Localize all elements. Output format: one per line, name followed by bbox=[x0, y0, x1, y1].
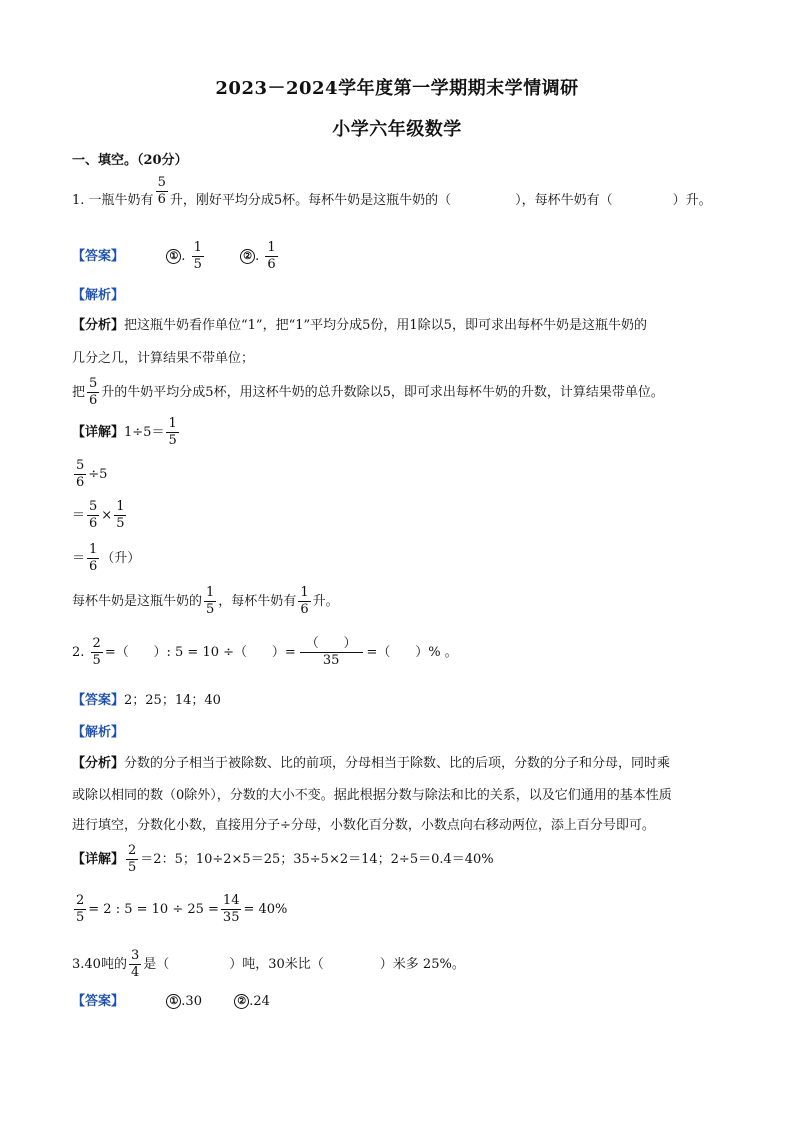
question-text: 是（ bbox=[143, 957, 170, 972]
fraction: $\frac{3}{4}$ bbox=[130, 948, 140, 980]
fraction: $\frac{14}{35}$ bbox=[222, 893, 240, 925]
analysis-subtag: 【分析】 bbox=[72, 318, 125, 333]
detail-text: ＝ bbox=[72, 508, 86, 523]
conclusion-text: 每杯牛奶是这瓶牛奶的 bbox=[72, 594, 203, 609]
equation-text: =（ ）% 。 bbox=[366, 644, 458, 660]
detail-line bbox=[72, 542, 140, 575]
question-text: 一瓶牛奶有 bbox=[88, 193, 154, 208]
page-subtitle: 小学六年级数学 bbox=[332, 119, 462, 140]
detail-line bbox=[72, 416, 181, 449]
analysis-line: 进行填空，分数化小数，直接用分子÷分母，小数化百分数，小数点向右移动两位，添上百分号即可。 bbox=[72, 818, 655, 833]
question-1 bbox=[72, 175, 712, 217]
answer-text: .24 bbox=[249, 994, 270, 1009]
question-number: 1. bbox=[72, 193, 85, 208]
fraction: $\frac{1}{5}$ bbox=[168, 416, 177, 448]
question-2 bbox=[72, 636, 458, 669]
fraction: $\frac{2}{5}$ bbox=[92, 636, 101, 668]
circled-number: ① bbox=[166, 994, 181, 1009]
question-text: 40吨的 bbox=[84, 957, 127, 972]
question-3 bbox=[72, 948, 465, 981]
question-text: ）米多 25%。 bbox=[379, 957, 465, 972]
analysis-line: 或除以相同的数（0除外），分数的大小不变。据此根据分数与除法和比的关系，以及它们通用的基本性质 bbox=[72, 788, 672, 803]
answer-text: 2；25；14；40 bbox=[124, 693, 221, 708]
fraction-blank: $\frac{( )}{35}$ bbox=[300, 636, 363, 669]
answer-text: .30 bbox=[181, 994, 202, 1009]
fraction: $\frac{1}{6}$ bbox=[300, 585, 309, 617]
equation-text: =（ ）: 5 = 10 ÷（ ）= bbox=[104, 644, 296, 660]
answer-row bbox=[72, 692, 221, 710]
question-text: 升，刚好平均分成5杯。每杯牛奶是这瓶牛奶的（ bbox=[169, 193, 452, 208]
fraction: $\frac{5}{6}$ bbox=[89, 499, 98, 531]
analysis-subtag: 【分析】 bbox=[72, 756, 125, 771]
analysis-text: 升的牛奶平均分成5杯，用这杯牛奶的总升数除以5，即可求出每杯牛奶的升数，计算结果带单位。 bbox=[101, 385, 664, 400]
fraction: $\frac{1}{5}$ bbox=[193, 240, 202, 272]
analysis-tag: 【解析】 bbox=[72, 725, 125, 740]
page-title: 2023－2024学年度第一学期期末学情调研 bbox=[215, 78, 579, 99]
answer-tag: 【答案】 bbox=[72, 693, 125, 708]
answer-row bbox=[72, 993, 270, 1011]
detail-text: （升） bbox=[101, 551, 141, 566]
detail-text: = 2 : 5 = 10 ÷ 25 = bbox=[88, 902, 219, 917]
fraction: $\frac{1}{5}$ bbox=[206, 585, 215, 617]
conclusion-text: ，每杯牛奶有 bbox=[218, 594, 297, 609]
circled-number: ② bbox=[240, 249, 255, 264]
question-text: ）升。 bbox=[672, 193, 712, 208]
fraction: $\frac{2}{5}$ bbox=[76, 893, 85, 925]
fraction: $\frac{1}{6}$ bbox=[267, 240, 276, 272]
separator: . bbox=[181, 249, 186, 264]
question-text: ），每杯牛奶有（ bbox=[515, 193, 613, 208]
analysis-tag: 【解析】 bbox=[72, 288, 125, 303]
detail-line bbox=[72, 893, 287, 926]
question-number: 3. bbox=[72, 957, 85, 972]
question-text: ）吨，30米比（ bbox=[229, 957, 324, 972]
detail-tag: 【详解】 bbox=[72, 852, 125, 867]
detail-text: 1÷5＝ bbox=[124, 425, 165, 440]
analysis-text: 把 bbox=[72, 385, 86, 400]
answer-row bbox=[72, 240, 280, 273]
separator: . bbox=[255, 249, 260, 264]
question-number: 2. bbox=[72, 645, 85, 660]
analysis-text: 分数的分子相当于被除数、比的前项，分母相当于除数、比的后项，分数的分子和分母，同时乘 bbox=[124, 756, 671, 771]
detail-line bbox=[72, 843, 494, 876]
detail-line bbox=[72, 458, 107, 491]
answer-tag: 【答案】 bbox=[72, 994, 125, 1009]
fraction: $\frac{2}{5}$ bbox=[128, 843, 137, 875]
analysis-line bbox=[72, 376, 664, 409]
conclusion-line bbox=[72, 585, 339, 618]
detail-text: = 40% bbox=[243, 902, 288, 917]
fraction: $\frac{1}{6}$ bbox=[89, 542, 98, 574]
analysis-line: 几分之几，计算结果不带单位； bbox=[72, 351, 255, 366]
detail-tag: 【详解】 bbox=[72, 425, 125, 440]
detail-line bbox=[72, 499, 128, 532]
fraction: $\frac{5}{6}$ bbox=[157, 175, 166, 207]
answer-tag: 【答案】 bbox=[72, 249, 125, 264]
section-heading: 一、填空。（20分） bbox=[72, 153, 188, 168]
fraction: $\frac{1}{5}$ bbox=[116, 499, 125, 531]
operator: × bbox=[101, 508, 113, 523]
analysis-text: 把这瓶牛奶看作单位“1”，把“1”平均分成5份，用1除以5，即可求出每杯牛奶是这瓶牛奶的 bbox=[124, 318, 647, 333]
analysis-line bbox=[72, 755, 670, 773]
detail-text: ＝ bbox=[72, 551, 86, 566]
circled-number: ② bbox=[234, 994, 249, 1009]
detail-text: ÷5 bbox=[88, 467, 108, 482]
fraction: $\frac{5}{6}$ bbox=[76, 458, 85, 490]
fraction: $\frac{5}{6}$ bbox=[89, 376, 98, 408]
circled-number: ① bbox=[166, 249, 181, 264]
detail-text: ＝2：5；10÷2×5＝25；35÷5×2＝14；2÷5＝0.4＝40% bbox=[140, 852, 494, 867]
conclusion-text: 升。 bbox=[312, 594, 339, 609]
analysis-line bbox=[72, 317, 647, 335]
